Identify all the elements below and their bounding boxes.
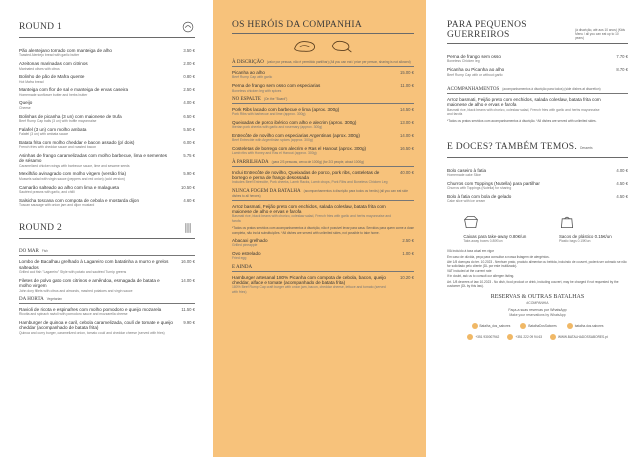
menu-item-name: Arroz basmati, Feijão preto com enchidos, salada coleslaw, batata frita com maionese de alho e ervas e farofa — [232, 203, 386, 215]
menu-item-text — [232, 275, 392, 294]
menu-item-translation: Hot Mafra bread — [19, 79, 44, 84]
menu-item-translation: Mussels salad with virgin sauce (peppers and red onion) (cold version) — [19, 176, 125, 181]
menu-column-right — [426, 0, 640, 457]
menu-item — [232, 83, 414, 93]
warriors-title: PARA PEQUENOS GUERREIROS — [447, 20, 527, 40]
heroes-rule — [232, 33, 414, 34]
menu-item-price: 14.00 € — [400, 132, 414, 138]
menu-item-price: 11.50 € — [181, 306, 195, 312]
menu-item-price: 3.50 € — [183, 48, 195, 53]
menu-item — [232, 251, 414, 261]
round2-rule — [19, 238, 195, 239]
menu-item-text — [19, 278, 173, 293]
menu-item-translation: John dory fillets with citrus and almonds, mashed potatoes and virgin sauce — [19, 288, 133, 293]
menu-item-text — [232, 170, 392, 185]
menu-item-price: 0.80 € — [183, 74, 195, 80]
menu-item-text — [19, 61, 173, 71]
menu-item-name: Hamburger de quinoa e caril, cebola caramelizada, coulí de tomate e queijo cheddar (acompanhado de batata frita) — [19, 319, 173, 331]
menu-item — [19, 307, 195, 317]
facebook-icon — [520, 323, 526, 329]
globe-icon — [550, 334, 556, 340]
menu-item-translation: Grilled pineapple — [232, 243, 258, 248]
board-heading — [232, 97, 414, 102]
menu-item — [19, 100, 195, 110]
menu-item — [19, 185, 195, 195]
menu-item-translation: Beef Rump Cap with garlic — [232, 75, 273, 80]
contact-web[interactable] — [550, 334, 608, 340]
legal-note: If in doubt, ask us to consult our allergen listing. — [447, 274, 515, 279]
instagram-handle: Batalha_dos_sabores — [479, 324, 511, 329]
sea-heading — [19, 249, 195, 254]
menu-item-price: 11.00 € — [400, 83, 414, 89]
chef-hat-icon — [181, 20, 195, 34]
legal-note: IVA incluído à taxa atual em vigor — [447, 249, 495, 254]
steak-icon — [292, 38, 318, 54]
social-tiktok[interactable] — [567, 323, 604, 329]
plastic-bag-icon — [559, 215, 575, 229]
round1-rule — [19, 37, 195, 38]
menu-item-price: 6.50 € — [183, 113, 195, 119]
never-flee-footnote: *Todos os pratos servidos com acompanhamentos à discrição, não é possível levar para casa. Servidos para quem come a dose completa, não inclui substituições. *All dishes are served with unlimited sides, not possible to take home. — [232, 226, 414, 235]
menu-item-price: 1.00 € — [402, 250, 414, 256]
menu-item-text — [447, 54, 606, 64]
menu-item-name: Salsicha toscana com compota de cebola e mostarda dijon — [19, 197, 140, 203]
menu-item-text — [447, 97, 606, 116]
garden-rule — [19, 303, 195, 304]
extras-list — [232, 238, 414, 261]
menu-item-translation: Tuscan sausage with onion jam and dijon mustard — [19, 203, 95, 208]
menu-item-translation: Pork Ribs with barbecue and lime (approx. 300g) — [232, 112, 306, 117]
menu-item-price: 5.90 € — [183, 171, 195, 177]
menu-column-middle — [213, 0, 426, 457]
menu-item — [447, 168, 628, 178]
menu-item — [447, 67, 628, 77]
round2-header — [19, 221, 195, 235]
garden-note: Vegetarian — [46, 296, 62, 301]
menu-item-name: Arroz basmati, Feijão preto com enchidos, salada coleslaw, batata frita com maionese de alho e ervas e farofa — [447, 96, 601, 108]
menu-item-text — [19, 74, 173, 84]
menu-item-text — [19, 259, 173, 274]
menu-item-name: Perna de frango sem osso — [447, 54, 501, 59]
phone-icon — [507, 334, 513, 340]
menu-item-price: 5.75 € — [183, 152, 195, 158]
menu-item-translation: Homemade cake Slice — [447, 173, 481, 178]
desserts-note: Desserts — [580, 145, 593, 150]
menu-item-text — [232, 83, 392, 93]
menu-item-name: Lombo de Bacalhau grelhado à Lagareiro com batatinha a murro e grelos salteados — [19, 259, 169, 270]
desserts-title: E DOCES? TAMBÉM TEMOS. — [447, 141, 578, 152]
sides-rule — [447, 93, 628, 94]
menu-item-translation: Iberian pork cheeks with garlic and rosemary (approx. 300g) — [232, 125, 323, 130]
menu-item — [19, 127, 195, 137]
menu-item — [232, 170, 414, 185]
menu-item-translation: French fries with cheddar sauce and roasted bacon — [19, 145, 97, 150]
menu-item-price: 14.50 € — [400, 106, 414, 112]
menu-item — [232, 133, 414, 143]
desserts-list — [447, 168, 628, 204]
menu-item-text — [19, 307, 173, 317]
menu-item — [19, 140, 195, 150]
menu-item-name: Queixadas de porco ibérico com alho e alecrim (aprox. 300g) — [232, 119, 357, 125]
menu-item-translation: Cheese — [19, 105, 31, 110]
sides-heading — [447, 87, 628, 92]
menu-item-translation: Ricotta and spinach ravioli with pomodoro sauce and mozzarella cheese — [19, 312, 128, 317]
sides-list — [447, 97, 628, 116]
round1-title: ROUND 1 — [19, 22, 63, 32]
menu-item-translation: Falafel (3 un) with ambata sauce — [19, 132, 69, 137]
legal-note: VAT included at the current rate — [447, 269, 492, 274]
menu-item-text — [19, 171, 173, 181]
menu-item-text — [447, 67, 606, 77]
discretion-title: À DISCRIÇÃO — [232, 60, 264, 65]
addons-row — [447, 215, 628, 243]
menu-column-left — [0, 0, 213, 457]
menu-item — [19, 61, 195, 71]
menu-item-translation: Beef Rump Cap with or without garlic — [447, 72, 503, 77]
menu-item-name: Ovo estrelado — [232, 250, 261, 256]
menu-item-price: 4.50 € — [616, 193, 628, 199]
grill-rule — [232, 166, 414, 167]
discretion-note: (valor por pessoa, não é permitido partilhar) (All you can eat / price per person, sharing is not allowed) — [266, 60, 411, 64]
never-flee-note: (acompanhamentos à discrição para todos os heróis) (all you can eat side dishes to all heroes) — [232, 188, 408, 198]
menu-item-text — [19, 320, 173, 335]
legal-note: Em caso de dúvida, peça para consultar a nossa listagem de alergénios. — [447, 254, 550, 259]
menu-item-name: Bolo caseiro à fatia — [447, 167, 487, 173]
social-facebook[interactable] — [520, 323, 556, 329]
contact-whatsapp[interactable] — [467, 334, 499, 340]
menu-item-price: 10.50 € — [181, 184, 195, 190]
and-title: E AINDA — [232, 264, 253, 270]
menu-item-price: 5.50 € — [183, 126, 195, 132]
menu-item — [232, 120, 414, 130]
menu-item-text — [447, 181, 606, 191]
menu-item-name: Inclui Entrecôte de novilho, Queixadas de porco, pork ribs, costeletas de borrego e perna de frango desossada — [232, 169, 380, 181]
menu-item-translation: Boneless Chicken leg — [447, 59, 480, 64]
menu-item — [19, 48, 195, 58]
contact-row — [447, 334, 628, 340]
menu-item — [447, 181, 628, 191]
legal-note: Até 1/8 doenças do ter. 10.2023 - Nenhum prato, produto alimentar ou bebida, incluindo de couvert, poderá ser cobrado se não for solicitado pelo cliente (DL por este inutilizado). — [447, 259, 627, 269]
social-instagram[interactable] — [472, 323, 511, 329]
menu-item-translation: Beef Rump Cap balls (3 un) with truffle mayonnaise — [19, 118, 97, 123]
and-heading — [232, 265, 414, 270]
menu-item-text — [19, 140, 173, 150]
warriors-rule — [447, 43, 628, 44]
menu-item-translation: Caramelized chicken wings with barbecue sauce, lime and sesame seeds — [19, 163, 130, 168]
phone2: +351 222 09 94 63 — [515, 335, 543, 340]
menu-item — [19, 114, 195, 124]
sea-rule — [19, 255, 195, 256]
menu-item-translation: Basmati rice, black beans with chorizo, coleslaw salad, French fries with garlic and herbs mayonnaise and farofa — [232, 214, 392, 223]
menu-item-name: Asinhas de frango caramelizadas com molho barbecue, lima e sementes de sésamo — [19, 152, 168, 164]
menu-item — [19, 320, 195, 335]
menu-item-price: 4.50 € — [616, 180, 628, 186]
facebook-handle: BatalhaDosSabores — [528, 324, 557, 329]
discretion-rule — [232, 66, 414, 67]
menu-item-price: 2.50 € — [183, 87, 195, 93]
menu-item-name: Batata frita com molho cheddar e bacon assado (p/ dois) — [19, 139, 135, 145]
board-note: (On the "Board") — [263, 96, 288, 101]
board-title: NO ESPALTE — [232, 96, 261, 102]
instagram-icon — [472, 323, 478, 329]
meat-illustrations — [232, 38, 414, 54]
chicken-leg-icon — [328, 38, 354, 54]
menu-item-text — [232, 238, 392, 248]
menu-item-name: Mexilhão avinagrado com molho virgem (versão fria) — [19, 171, 126, 177]
desserts-rule — [447, 157, 628, 158]
menu-item-price: 4.60 € — [183, 197, 195, 203]
menu-item-name: Costeletas de borrego com alecrim e Ras el Hanout (aprox. 300g) — [232, 146, 367, 152]
menu-item-translation: Beef Entrecôte with Argentinian spices (approx. 300g) — [232, 138, 313, 143]
menu-item — [447, 194, 628, 204]
menu-item-text — [19, 185, 173, 195]
menu-item-text — [447, 168, 606, 178]
addon-boxes-en: Take-away boxes 0.80€/un — [463, 239, 503, 244]
menu-item — [19, 87, 195, 97]
menu-item-translation: Fried egg — [232, 256, 247, 261]
menu-item-name: Ravioli de ricota e espinafres com molho pomodoro e queijo mozarela — [19, 306, 162, 312]
menu-item-text — [19, 100, 173, 110]
round1-list — [19, 48, 195, 207]
menu-item-price: 9.90 € — [183, 319, 195, 325]
menu-item-name: Picanha ou Picanha ao alho — [447, 67, 505, 73]
garden-title: DA HORTA — [19, 296, 44, 302]
menu-item-translation: Marinated olives with citrus — [19, 66, 60, 71]
phone1: +351 930007942 — [475, 335, 500, 340]
sides-title: ACOMPANHAMENTOS — [447, 86, 500, 92]
discretion-list — [232, 70, 414, 93]
reservations-title: RESERVAS & OUTRAS BATALHAS — [490, 294, 585, 301]
warriors-header — [447, 20, 628, 40]
menu-item-translation: Homemade sunflower butter and herbs butter — [19, 92, 88, 97]
menu-item-name: Entrecôte de novilho com especiarias Argentinas (aprox. 300g) — [232, 132, 360, 138]
website: WWW.BATALHADOSSABORES.pt — [558, 335, 608, 340]
menu-item — [232, 107, 414, 117]
addon-bags — [559, 215, 612, 243]
contact-phone[interactable] — [507, 334, 542, 340]
menu-item-text — [232, 146, 392, 156]
menu-item-translation: Cake slice with ice cream — [447, 199, 486, 204]
round1-header — [19, 20, 195, 34]
menu-item-text — [19, 127, 173, 137]
never-flee-rule — [232, 200, 414, 201]
never-flee-list — [232, 204, 414, 223]
menu-item-name: Picanha ao alho — [232, 70, 265, 75]
sides-footnote: *Todos os pratos servidos com acompanhamentos à discrição. *All dishes are served with unlimited sides. — [447, 119, 597, 124]
menu-item — [232, 70, 414, 80]
menu-item-text — [19, 48, 173, 58]
grill-title: À PARRILHADA — [232, 159, 269, 165]
menu-item-translation: Boneless chicken leg with spices — [232, 88, 282, 93]
reservations-subtitle: #COMPANHIA — [526, 301, 549, 306]
menu-item-price: 40.00 € — [400, 169, 414, 175]
menu-item — [19, 278, 195, 293]
menu-item — [447, 97, 628, 116]
menu-item-name: Pork Ribs lacado com barbecue e lima (aprox. 300g) — [232, 106, 340, 112]
menu-item-price: 6.00 € — [183, 139, 195, 145]
menu-item-text — [19, 87, 173, 97]
addon-bags-pt: Sacos de plástico 0.15€/un — [558, 234, 612, 240]
round2-title: ROUND 2 — [19, 223, 63, 234]
grill-heading — [232, 160, 414, 165]
menu-item-price: 10.20 € — [400, 274, 414, 280]
menu-item — [232, 146, 414, 156]
grill-list — [232, 170, 414, 185]
menu-item-translation: Sautéed prawns with garlic, and chilli — [19, 189, 75, 194]
menu-item-translation: Churros with Toppings (Nutella) for sharing — [447, 186, 512, 191]
takeaway-box-icon — [463, 215, 479, 229]
legal-note: Art. 1/8 decrees of law 10.2023 - No dish, food product or drink, including couvert, may be charged if not requested by the customer (DL by this law). — [447, 279, 619, 288]
menu-item — [19, 171, 195, 181]
sea-list — [19, 259, 195, 293]
menu-item-translation: Lamb ribs with Honey and Ras el Hanout (approx. 300g) — [232, 151, 317, 156]
warriors-list — [447, 54, 628, 77]
legal-notes — [447, 249, 628, 288]
menu-item-translation: Toasted Alentejo bread with garlic butter — [19, 53, 80, 58]
never-flee-title: NUNCA FOGEM DA BATALHA — [232, 188, 301, 194]
menu-item-text — [232, 251, 392, 261]
fork-icon — [181, 221, 195, 235]
menu-item-price: 4.00 € — [183, 100, 195, 106]
addon-boxes-pt: Caixas para take-away 0.80€/un — [463, 234, 527, 240]
menu-item — [19, 198, 195, 208]
menu-item-name: Bolo à fatia com bola de gelado — [447, 193, 512, 199]
menu-item-name: Falafel (3 un) com molho ambata — [19, 126, 87, 132]
menu-item-text — [232, 133, 392, 143]
menu-item-name: Camarão salteado ao alho com lima e malagueta — [19, 184, 120, 190]
reservations-line-en: Make your reservations by WhatsApp — [509, 313, 566, 318]
menu-item — [232, 238, 414, 248]
menu-item-text — [232, 120, 392, 130]
sides-note: (acompanhamentos à discrição para todos) (side dishes at discretion) — [502, 86, 601, 91]
menu-item-translation: 180% Beef Rump Cap craft burger with onion jam, bacon, cheddar cheese, lettuce and tomato (served with fries) — [232, 285, 386, 294]
menu-item-name: Queijo — [19, 100, 33, 106]
social-links — [447, 323, 628, 329]
menu-item-price: 16.50 € — [400, 146, 414, 152]
garden-list — [19, 307, 195, 335]
menu-item — [447, 54, 628, 64]
menu-item-name: Hamburger artesanal 180% Picanha com compota de cebola, bacon, queijo cheddar, alface e tomate (acompanhado de batata frita) — [232, 274, 386, 285]
reservations-line: Faça-a suas reservas por WhatsApp — [508, 308, 567, 313]
board-rule — [232, 103, 414, 104]
menu-item-name: Filetes de polvo gato com citrinos e amêndoa, esmagada de batata e molho virgem — [19, 277, 160, 289]
menu-item-name: Azeitonas marinadas com citrinos — [19, 61, 88, 67]
menu-item-text — [232, 204, 392, 223]
tiktok-handle: batalha.dos.sabores — [574, 324, 604, 329]
sea-note: Fish — [41, 249, 48, 254]
menu-item-price: 8.70 € — [616, 67, 628, 73]
menu-item-text — [232, 107, 392, 117]
grill-note: (para 2/3 pessoas, cerca de 1000g) (for 2/3 people, about 1000g) — [271, 159, 364, 164]
menu-item — [19, 74, 195, 84]
menu-item-price: 7.70 € — [616, 54, 628, 59]
menu-item-price: 4.00 € — [616, 167, 628, 173]
menu-item-translation: Quinoa and curry burger, caramelized onion, tomato coulí and cheddar cheese (served with fries) — [19, 330, 165, 335]
sea-title: DO MAR — [19, 249, 39, 255]
menu-item-translation: Grilled cod fish "Lagareiro" Style with potato and sautéed Turnip greens — [19, 270, 127, 275]
tiktok-icon — [567, 323, 573, 329]
menu-item-text — [19, 114, 173, 124]
menu-item-price: 16.00 € — [181, 259, 195, 265]
and-rule — [232, 271, 414, 272]
discretion-heading — [232, 60, 414, 65]
menu-item-price: 14.00 € — [181, 277, 195, 283]
menu-item — [232, 275, 414, 294]
menu-item-price: 15.00 € — [400, 70, 414, 75]
menu-item — [19, 259, 195, 274]
menu-item-price: 2.50 € — [402, 237, 414, 243]
menu-item-name: Churros com Toppings (Nutella) para partilhar — [447, 180, 540, 186]
warriors-note: (à discrição, até aos 10 anos) (Kids Menu / all you can eat up to 10 years) — [575, 28, 626, 40]
menu-item-text — [19, 198, 173, 208]
menu-item-name: Perna de frango sem osso com especiarias — [232, 83, 321, 89]
menu-item-name: Pão alentejano torrado com manteiga de alho — [19, 48, 112, 53]
menu-item-text — [232, 70, 392, 80]
board-list — [232, 107, 414, 156]
menu-item-price: 2.00 € — [183, 61, 195, 67]
addon-bags-en: Plastic bags 0.15€/un — [558, 239, 591, 244]
menu-item — [19, 153, 195, 168]
garden-heading — [19, 297, 195, 302]
menu-item-text — [19, 153, 173, 168]
menu-item-text — [447, 194, 606, 204]
menu-item-name: Manteiga com flor de sal e manteiga de ervas caseira — [19, 87, 129, 93]
desserts-header — [447, 136, 628, 154]
and-list — [232, 275, 414, 294]
menu-item-translation: Includes Beef Entrecôte, Pork cheeks, Lamb Racks, Lamb chops, Pork Ribs and Boneless Chicken Leg — [232, 180, 388, 185]
menu-item-translation: Basmati rice, black beans with chorizo, coleslaw salad, French fries with garlic and herbs mayonnaise and farofa — [447, 107, 600, 116]
menu-item — [232, 204, 414, 223]
heroes-title: OS HERÓIS DA COMPANHIA — [232, 20, 363, 30]
addon-boxes — [463, 215, 526, 243]
menu-item-price: 13.00 € — [400, 119, 414, 125]
never-flee-heading — [232, 189, 414, 199]
menu-item-name: Bolinho de pão de Mafra quente — [19, 74, 85, 80]
whatsapp-icon — [467, 334, 473, 340]
menu-item-name: Bolinhas de picanha (3 un) com maionese de trufa — [19, 113, 122, 119]
menu-item-name: Abacaxi grelhado — [232, 237, 268, 243]
